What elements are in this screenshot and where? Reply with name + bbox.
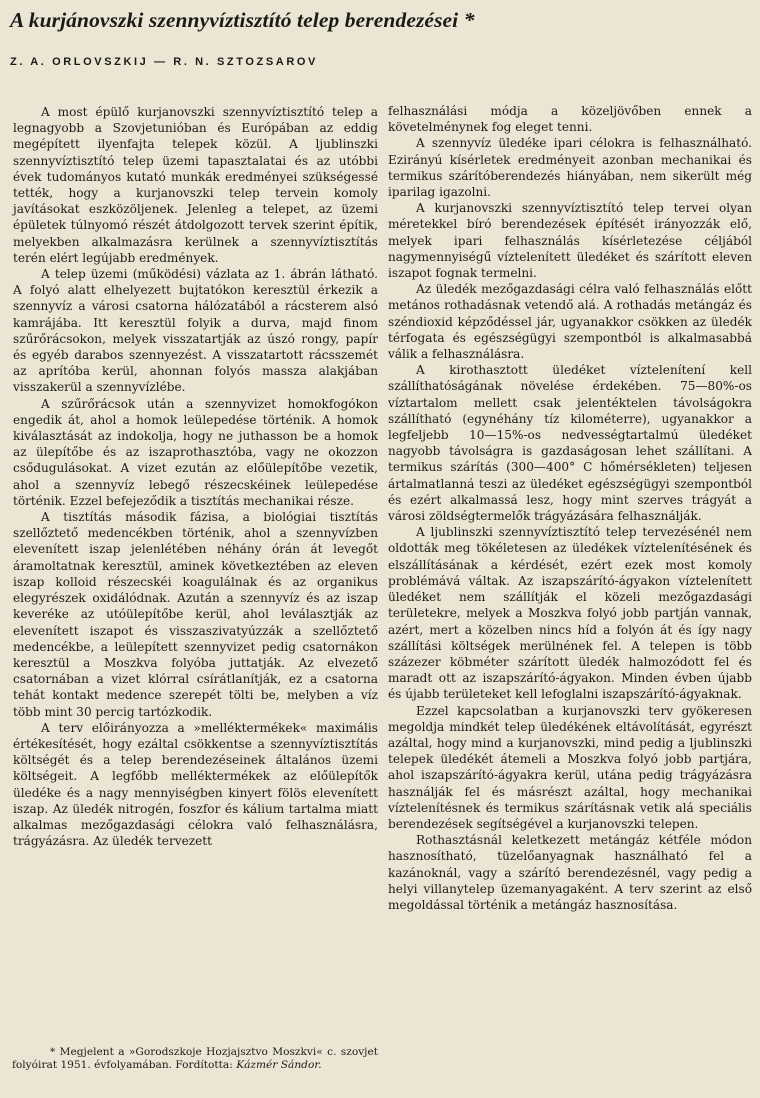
paragraph: A most épülő kurjanovszki szennyvíztisztító telep a legnagyobb a Szovjetunióban és Európában az eddig megépített ilyenfajta telepek közül. A ljublinszki szennyvíztisztító telep üzemi tapasztalatai és az utóbbi évek tudományos kutató munkák eredményei szükségessé tették, hogy a kurjanovszki telep tervein komoly javításokat eszközöljenek. Jelenleg a telepet, az üzemi épületek túlnyomó részét átdolgozott tervek szerint építik, melyekben alkalmazásra kerülnek a szennyvíztisztítás terén elért legújabb eredmények. <box>13 105 378 265</box>
paragraph: A kurjanovszki szennyvíztisztító telep tervei olyan méretekkel bíró berendezések építését irányozzák elő, melyek ipari felhasználás kísérletezése céljából nagymennyiségű víztelenített üledéket és szárított eleven iszapot fognak termelni. <box>388 201 752 281</box>
paragraph: A szennyvíz üledéke ipari célokra is felhasználható. Ezirányú kísérletek eredményeit azonban mechanikai és termikus szárítóberendezés hiányában, nem sikerült még iparilag igazolni. <box>388 136 752 200</box>
paragraph: Rothasztásnál keletkezett metángáz kétféle módon hasznosítható, tüzelőanyagnak használható fel a kazánoknál, vagy a szárító berendezésnél, vagy pedig a helyi villanytelep üzemanyagaként. A terv szerint az első megoldással történik a metángáz hasznosítása. <box>388 833 752 912</box>
paragraph: A kirothasztott üledéket víztelenítení kell szállíthatóságának növelése érdekében. 75—80%-os víztartalom mellett csak jelentéktelen távolságokra szállítható (egynéhány tíz kilométerre), ugyanakkor a legfeljebb 10—15%-os nedvességtartalmú üledéket nagyobb távolságra is gazdaságosan lehet szállítani. A termikus szárítás (300—400° C hőmérsékleten) teljesen ártalmatlanná teszi az üledéket egészségügyi szempontból és ezért alkalmassá lesz, hogy mint szerves trágyát a városi zöldségtermelők trágyázására felhasználják. <box>388 363 752 524</box>
paragraph: Ezzel kapcsolatban a kurjanovszki terv gyökeresen megoldja mindkét telep üledékének eltávolítását, egyrészt azáltal, hogy mind a kurjanovszki, mind pedig a ljublinszki telepek üledékét átemeli a Moszkva folyó jobb partjára, ahol iszapszárító-ágyakra kerül, utána pedig trágyázásra használják fel és másrészt azáltal, hogy mechanikai víztelenítésnek és termikus szárításnak vetik alá speciális berendezések segítségével a kurjanovszki telepen. <box>388 703 752 831</box>
paragraph: Az üledék mezőgazdasági célra való felhasználás előtt metános rothadásnak vetendő alá. A rothadás metángáz és széndioxid képződéssel jár, ugyanakkor csökken az üledék térfogata és egészségügyi szempontból is alkalmasabbá válik a felhasználásra. <box>388 282 752 362</box>
article-authors: Z. A. ORLOVSZKIJ — R. N. SZTOZSAROV <box>10 56 318 68</box>
paragraph: A ljublinszki szennyvíztisztító telep tervezésénél nem oldották meg tökéletesen az üledékek víztelenítésének és elszállításának a kérdését, ezért ezek most komoly problémává váltak. Az iszapszárító-ágyakon víztelenített üledéket nem szállítják el közeli mezőgazdasági területekre, melyek a Moszkva folyó jobb partján vannak, azért, mert a közelben nincs híd a folyón át és így nagy szállítási költségek merülnének fel. A telepen is több százezer köbméter szárított üledék halmozódott fel és maradt ott az iszapszárító-ágyakon. Minden évben újabb és újabb területeket kell lefoglalni iszapszárító-ágyaknak. <box>388 525 752 702</box>
paragraph: felhasználási módja a közeljövőben ennek a követelménynek fog eleget tenni. <box>388 104 752 135</box>
footnote-text: * Megjelent a »Gorodszkoje Hozjajsztvo Moszkvi« c. szovjet folyóirat 1951. évfolyamában. Fordította: <box>12 1046 378 1072</box>
paragraph: A szűrőrácsok után a szennyvizet homokfogókon engedik át, ahol a homok leülepedése történik. A homok kiválasztását az indokolja, hogy ne juthasson be a homok az ülepítőbe és az iszaprothasztóba, vagy ne okozzon csődugulásokat. A vizet ezután az előülepítőbe vezetik, ahol a szennyvíz lebegő részecskéinek leülepedése történik. Ezzel befejeződik a tisztítás mechanikai része. <box>13 396 378 508</box>
footnote-translator: Kázmér Sándor. <box>236 1059 322 1072</box>
footnote <box>12 1046 378 1072</box>
right-column <box>388 103 752 913</box>
article-title: A kurjánovszki szennyvíztisztító telep berendezései * <box>10 8 475 32</box>
paragraph: A tisztítás második fázisa, a biológiai tisztítás szellőztető medencékben történik, ahol a szennyvízben elevenített iszap jelenlétében néhány órán át levegőt áramoltatnak keresztül, aminek következtében az eleven iszap kolloid részecskéi koagulálnak és az organikus elegyrészek oxidálódnak. Azután a szennyvíz és az iszap keveréke az utóülepítőbe kerül, ahol leválasztják az elevenített iszapot és visszaszivatyúzzák a szellőztető medencékbe, a leülepített szennyvizet pedig csatornákon keresztül a Moszkva folyóba juttatják. Az elvezető csatornában a vizet klórral csírátlanítják, ez a csatorna tehát kontakt medence szerepét tölti be, melyben a víz több mint 30 percig tartózkodik. <box>13 510 378 719</box>
paragraph: A terv előirányozza a »melléktermékek« maximális értékesítését, hogy ezáltal csökkentse a szennyvíztisztítás költségét és a telep berendezéseinek általános üzemi költségeit. A legfőbb melléktermékek az előülepítők üledéke és a nagy mennyiségben kinyert fölös elevenített iszap. Az üledék nitrogén, foszfor és kálium tartalma miatt alkalmas mezőgazdasági célokra való felhasználásra, trágyázásra. Az üledék tervezett <box>13 720 378 849</box>
left-column <box>13 104 378 849</box>
paragraph: A telep üzemi (működési) vázlata az 1. ábrán látható. A folyó alatt elhelyezett bujtatókon keresztül érkezik a szennyvíz a városi csatorna hálózatából a rácsterem alsó kamrájába. Itt keresztül folyik a durva, majd finom szűrőrácsokon, melyek visszatartják az úszó rongy, papír és egyéb darabos szennyezést. A visszatartott rácsszemét az aprítóba kerül, ahonnan folyós massza alakjában visszakerül a szennyvízlébe. <box>13 267 378 395</box>
